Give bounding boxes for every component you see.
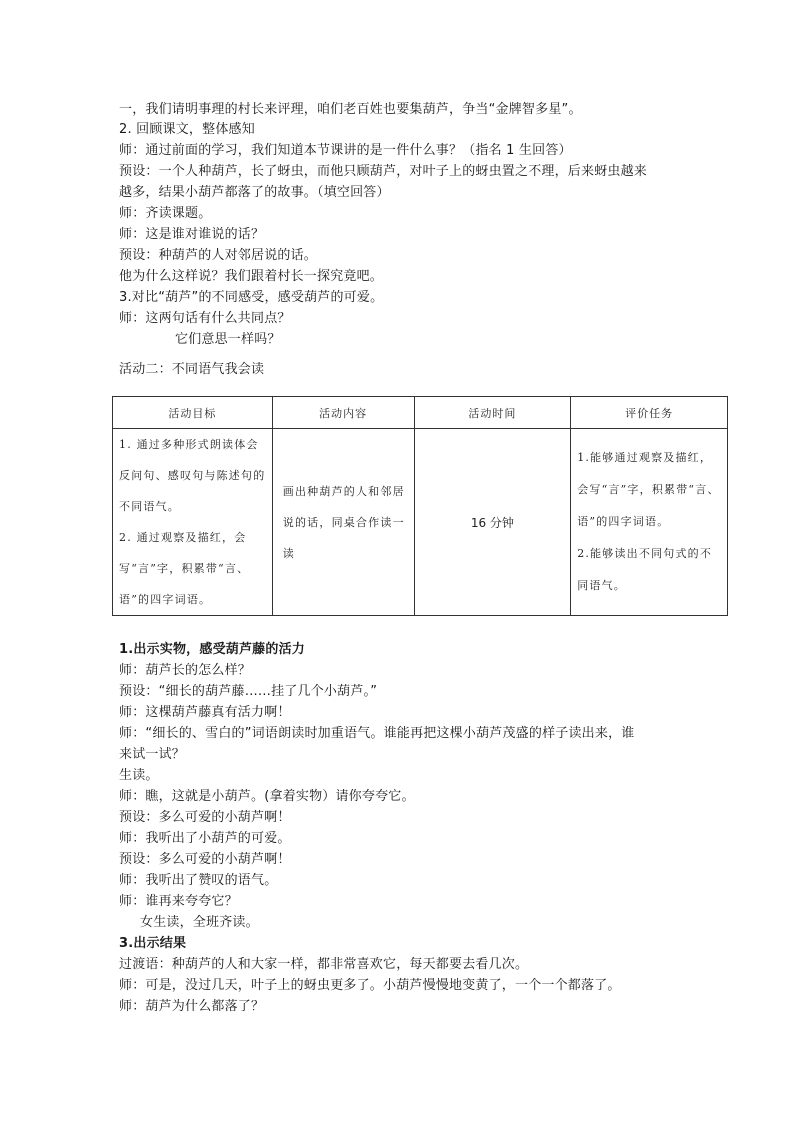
text-line: 师：葫芦长的怎么样？ [119, 663, 252, 678]
cell-goal [113, 429, 273, 616]
text-line: 师：我听出了小葫芦的可爱。 [119, 831, 291, 846]
eval-item-1: 1.能够通过观察及描红，会写“言”字，积累带“言、语”的四字词语。 [577, 451, 720, 528]
text-line: 预设：多么可爱的小葫芦啊！ [119, 810, 291, 825]
cell-evaluation [571, 429, 728, 616]
table-header-content: 活动内容 [272, 397, 414, 429]
text-line: 他为什么这样说？我们跟着村长一探究竟吧。 [119, 269, 384, 284]
text-line: 师：这棵葫芦藤真有活力啊！ [119, 705, 291, 720]
text-line: 师：我听出了赞叹的语气。 [119, 873, 278, 888]
text-line: 过渡语：种葫芦的人和大家一样，都非常喜欢它，每天都要去看几次。 [119, 957, 529, 972]
text-line: 来试一试？ [119, 747, 186, 762]
text-line: 预设：“细长的葫芦藤……挂了几个小葫芦。” [119, 684, 378, 699]
activity-table [112, 396, 728, 616]
eval-item-2: 2.能够读出不同句式的不同语气。 [577, 547, 713, 592]
section-heading: 3.出示结果 [119, 936, 187, 951]
text-line: 师：通过前面的学习，我们知道本节课讲的是一件什么事？（指名 1 生回答） [119, 143, 572, 158]
text-line: 女生读，全班齐读。 [140, 915, 259, 930]
text-line: 它们意思一样吗？ [175, 332, 281, 347]
text-line: 师：这是谁对谁说的话？ [119, 227, 265, 242]
text-line: 预设：多么可爱的小葫芦啊！ [119, 852, 291, 867]
cell-content [272, 429, 414, 616]
section-heading: 2. 回顾课文，整体感知 [119, 122, 255, 137]
table-header-evaluation: 评价任务 [571, 397, 728, 429]
text-line: 师：葫芦为什么都落了？ [119, 999, 265, 1014]
table-header-row [113, 397, 728, 429]
section-heading: 3.对比“葫芦”的不同感受，感受葫芦的可爱。 [119, 290, 384, 305]
text-line: 预设：一个人种葫芦，长了蚜虫，而他只顾葫芦，对叶子上的蚜虫置之不理，后来蚜虫越来 [119, 164, 648, 179]
text-line: 师：“细长的、雪白的”词语朗读时加重语气。谁能再把这棵小葫芦茂盛的样子读出来，谁 [119, 726, 635, 741]
text-line: 预设：种葫芦的人对邻居说的话。 [119, 248, 318, 263]
text-line: 一，我们请明事理的村长来评理，咱们老百姓也要集葫芦，争当“金牌智多星”。 [119, 102, 582, 117]
goal-item-1: 1. 通过多种形式朗读体会反问句、感叹句与陈述句的不同语气。 [119, 438, 266, 513]
cell-time: 16 分钟 [414, 429, 571, 616]
text-line: 师：这两句话有什么共同点？ [119, 311, 291, 326]
text-line: 师：齐读课题。 [119, 206, 212, 221]
text-line: 越多，结果小葫芦都落了的故事。（填空回答） [119, 185, 390, 200]
section-heading: 1.出示实物，感受葫芦藤的活力 [119, 642, 305, 657]
activity-title: 活动二：不同语气我会读 [119, 362, 265, 377]
goal-item-2: 2. 通过观察及描红，会写“言”字，积累带“言、语”的四字词语。 [119, 531, 250, 606]
table-header-time: 活动时间 [414, 397, 571, 429]
text-line: 师：瞧，这就是小葫芦。(拿着实物）请你夸夸它。 [119, 789, 415, 804]
table-row [113, 429, 728, 616]
text-line: 师：谁再来夸夸它？ [119, 894, 238, 909]
content-text: 画出种葫芦的人和邻居说的话，同桌合作读一读 [282, 484, 405, 560]
text-line: 生读。 [119, 768, 159, 783]
text-line: 师：可是，没过几天，叶子上的蚜虫更多了。小葫芦慢慢地变黄了，一个一个都落了。 [119, 978, 621, 993]
table-header-goal: 活动目标 [113, 397, 273, 429]
